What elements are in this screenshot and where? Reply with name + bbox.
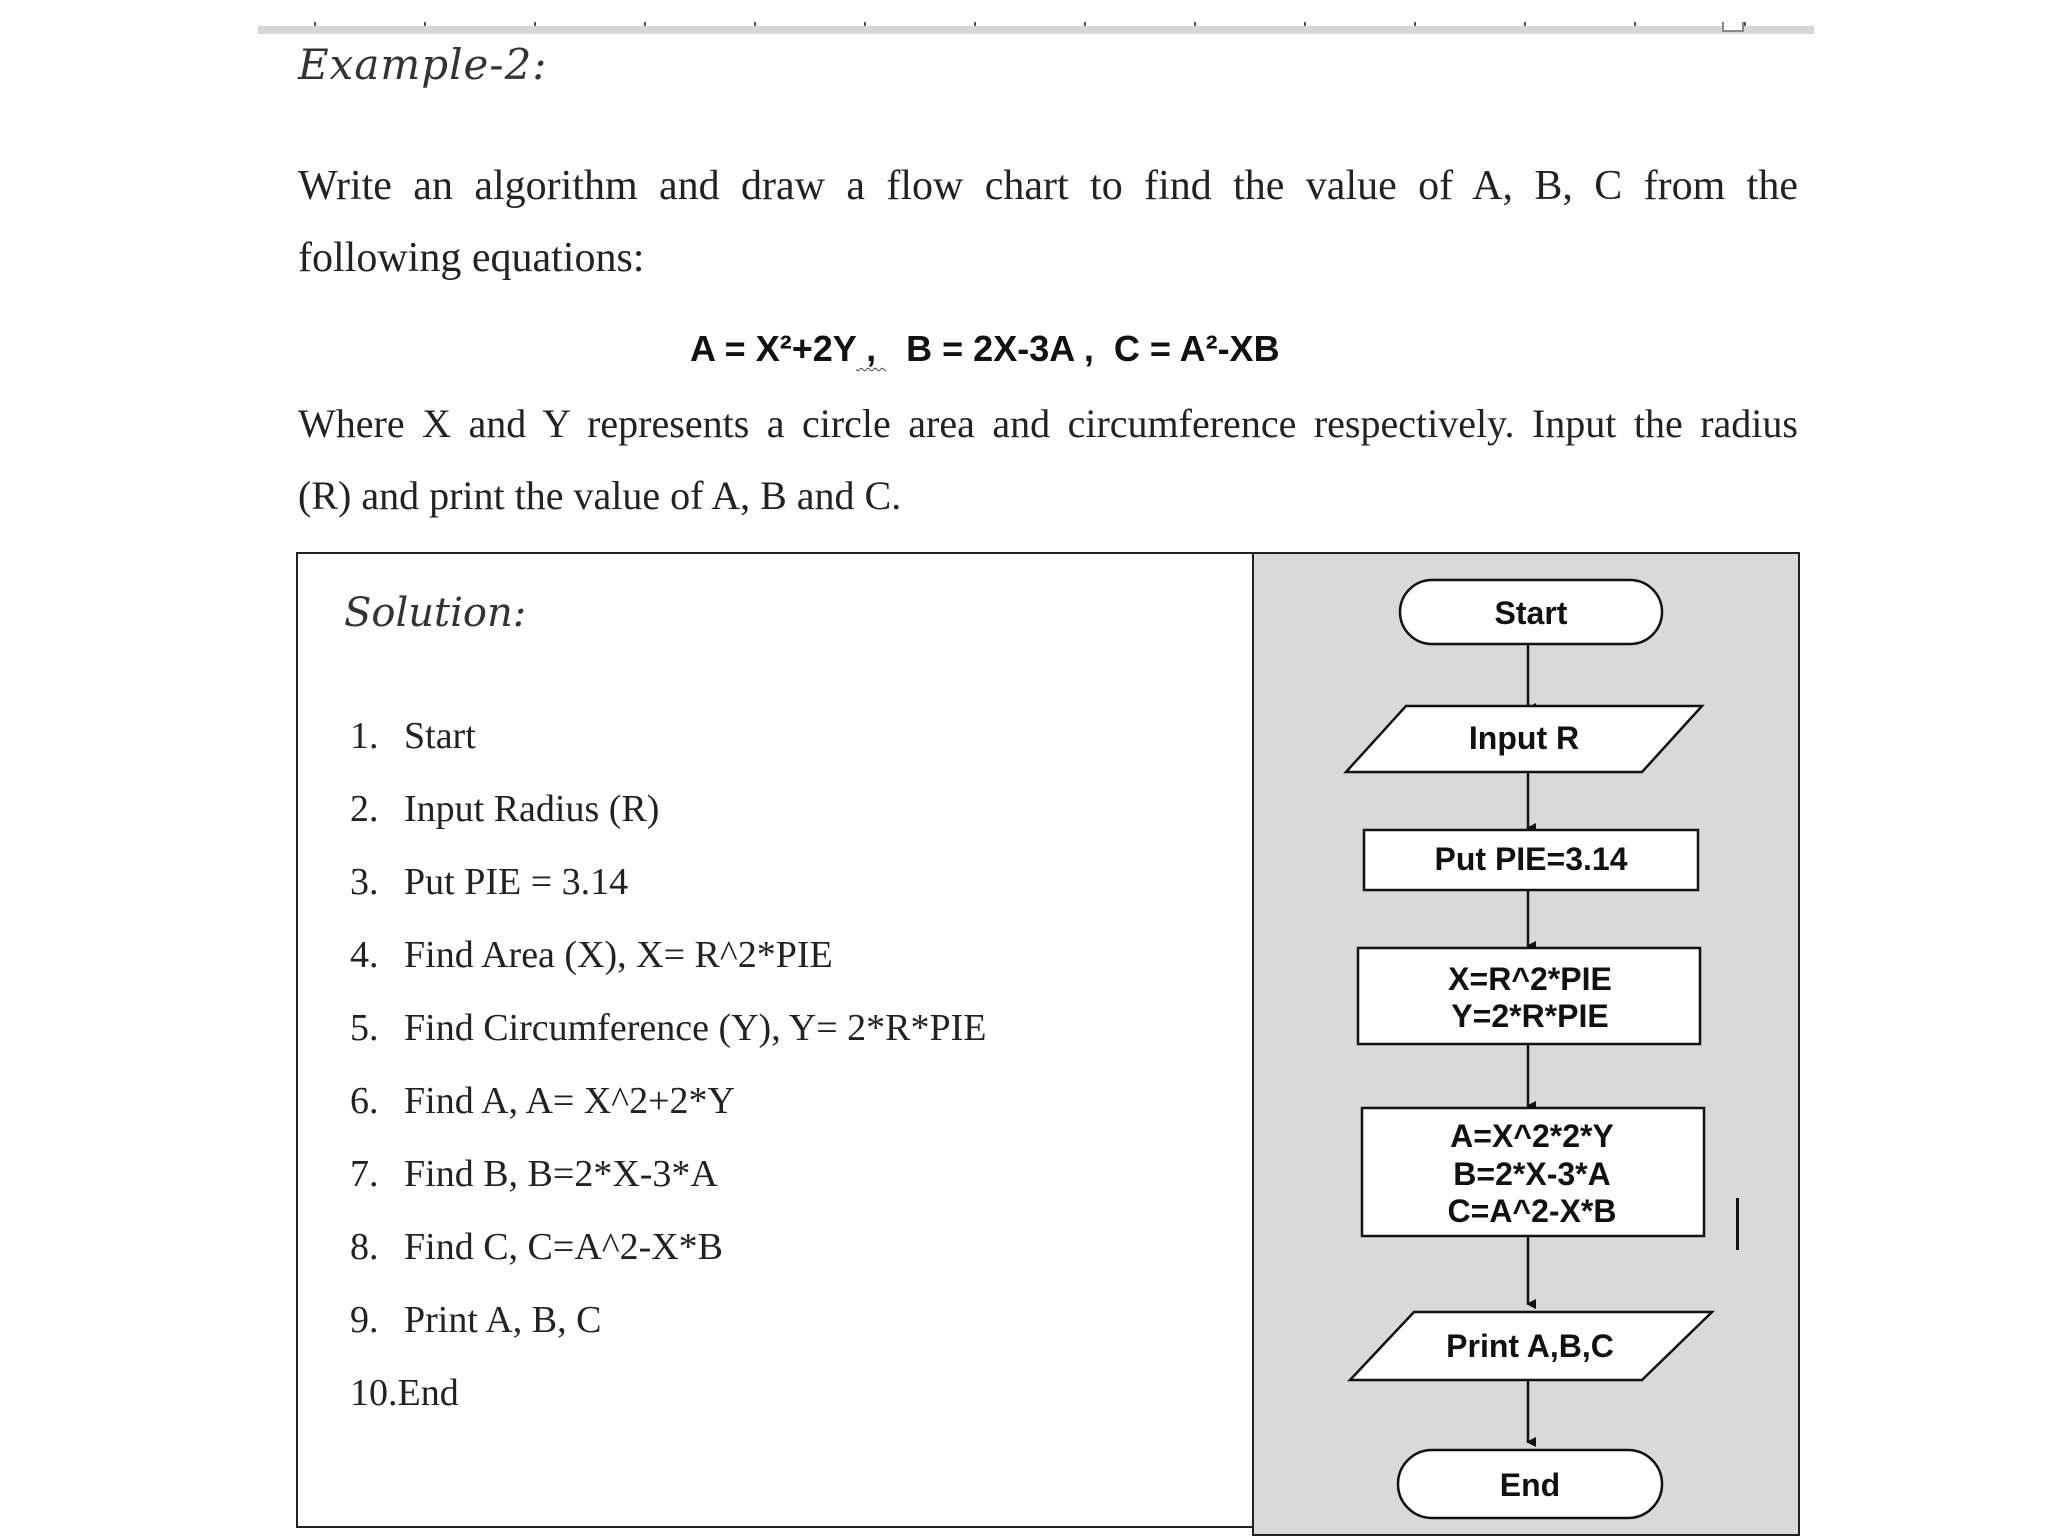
equation-a: A = X²+2Y xyxy=(690,328,857,369)
description-line-2: (R) and print the value of A, B and C. xyxy=(298,473,902,518)
input-label: Input R xyxy=(1468,720,1580,756)
step-text: Find B, B=2*X-3*A xyxy=(404,1153,718,1195)
step-number: 3. xyxy=(350,861,379,903)
print-label: Print A,B,C xyxy=(1446,1328,1614,1364)
step-text: Input Radius (R) xyxy=(404,788,660,830)
start-label: Start xyxy=(1494,595,1568,631)
equation-c: C = A²-XB xyxy=(1113,328,1280,369)
step-number: 9. xyxy=(350,1299,379,1341)
calc-b-label: B=2*X-3*A xyxy=(1453,1156,1611,1192)
calc-x-label: X=R^2*PIE xyxy=(1448,961,1612,997)
step-text: Print A, B, C xyxy=(404,1299,602,1341)
step-text: Find Area (X), X= R^2*PIE xyxy=(404,934,833,976)
step-text: Put PIE = 3.14 xyxy=(404,861,629,903)
put-pie-label: Put PIE=3.14 xyxy=(1434,841,1628,877)
problem-line-1: Write an algorithm and draw a flow chart to find the value of A, B, C from the xyxy=(298,163,1798,209)
text-cursor xyxy=(1736,1198,1739,1250)
step-text: Find Circumference (Y), Y= 2*R*PIE xyxy=(404,1007,987,1049)
description-line-1: Where X and Y represents a circle area and circumference respectively. Input the radius xyxy=(298,401,1798,446)
equation-separator: , xyxy=(856,328,887,369)
calc-a-label: A=X^2*2*Y xyxy=(1450,1118,1614,1154)
step-number: 2. xyxy=(350,788,379,830)
solution-title: Solution: xyxy=(344,590,527,636)
step-number: 8. xyxy=(350,1226,379,1268)
end-label: End xyxy=(1499,1467,1561,1503)
step-number: 4. xyxy=(350,934,379,976)
problem-line-2: following equations: xyxy=(298,235,645,281)
step-number: 5. xyxy=(350,1007,379,1049)
equation-b: B = 2X-3A xyxy=(906,328,1074,369)
step-text: Find A, A= X^2+2*Y xyxy=(404,1080,735,1122)
step-text: Start xyxy=(404,715,476,757)
step-number: 7. xyxy=(350,1153,379,1195)
calc-c-label: C=A^2-X*B xyxy=(1447,1193,1617,1229)
step-text: End xyxy=(397,1372,459,1414)
step-text: Find C, C=A^2-X*B xyxy=(404,1226,724,1268)
page-title: Example-2: xyxy=(298,40,548,89)
equation-separator: , xyxy=(1073,328,1114,369)
step-number: 10. xyxy=(350,1372,398,1414)
step-number: 6. xyxy=(350,1080,379,1122)
calc-y-label: Y=2*R*PIE xyxy=(1451,998,1609,1034)
step-number: 1. xyxy=(350,715,379,757)
